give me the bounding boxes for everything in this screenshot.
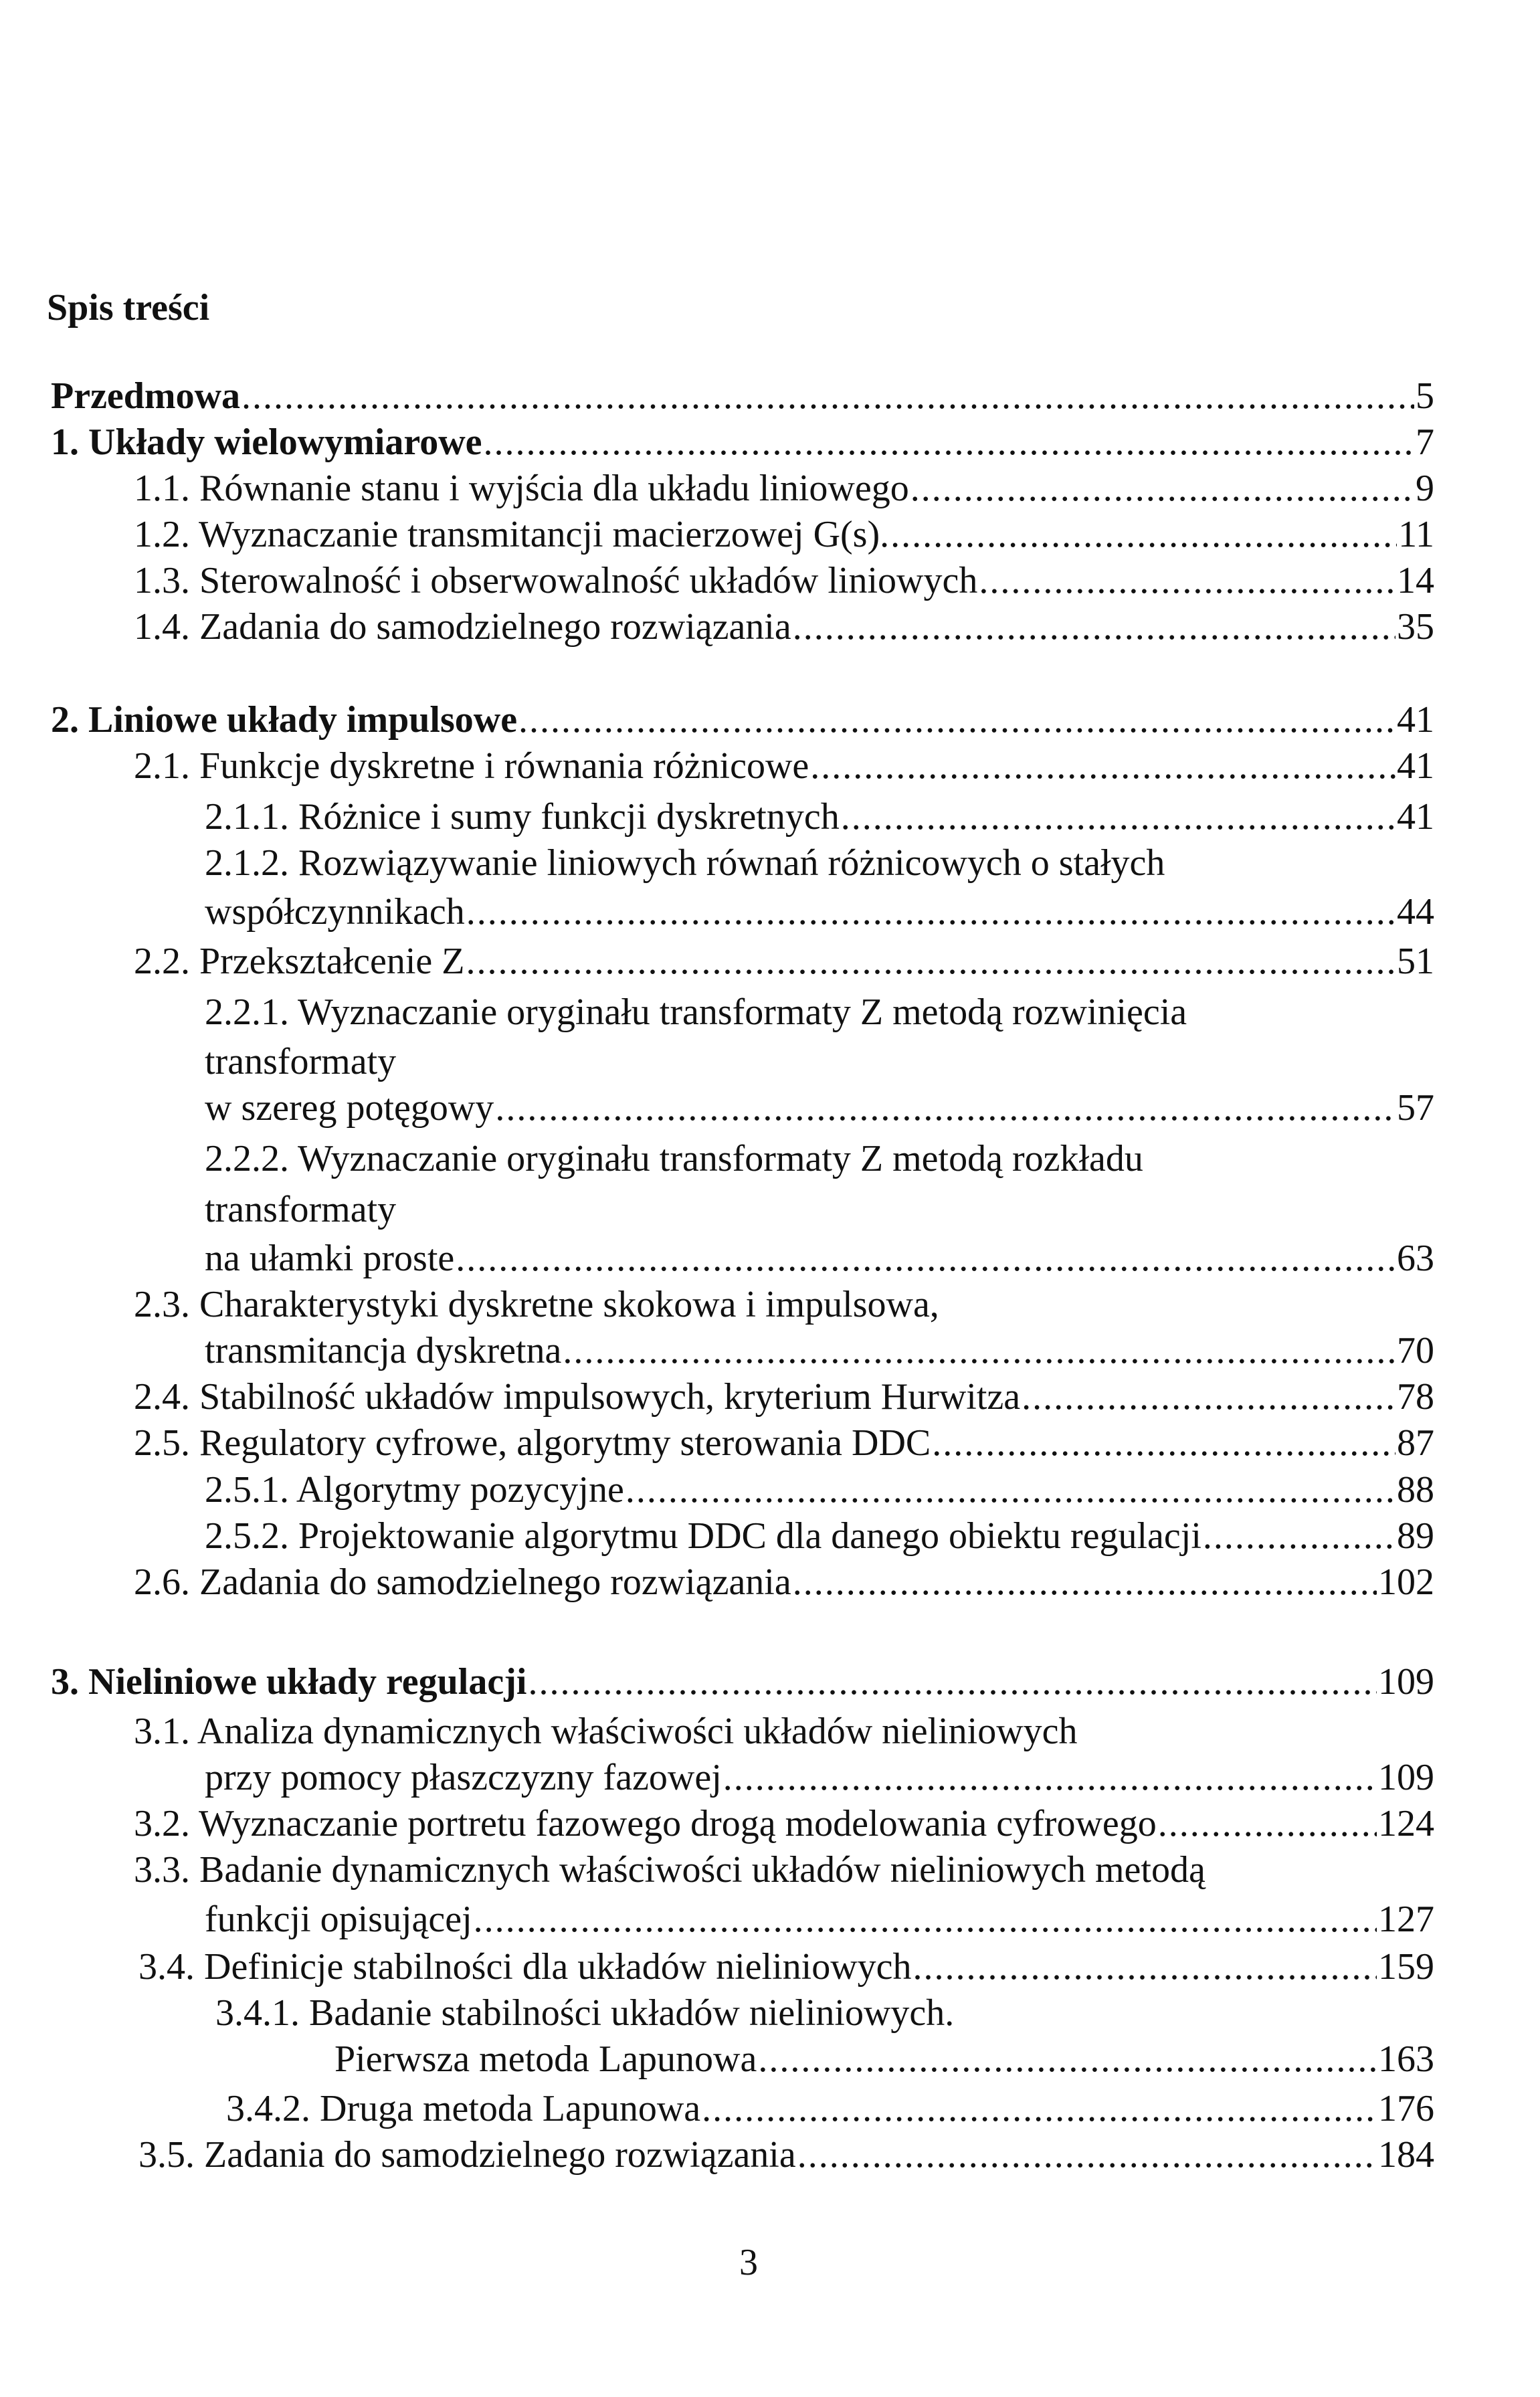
leader-dots [890, 511, 1397, 558]
toc-entry [205, 1235, 1434, 1282]
toc-entry-page: 70 [1397, 1330, 1434, 1371]
toc-entry-line [205, 840, 1165, 886]
toc-entry-line [134, 1281, 939, 1328]
leader-dots [466, 888, 1395, 935]
toc-entry [134, 1559, 1434, 1606]
toc-entry-title: przy pomocy płaszczyzny fazowej [205, 1757, 722, 1798]
toc-entry [138, 2131, 1434, 2178]
leader-dots [1022, 1373, 1395, 1420]
toc-entry-page: 51 [1397, 941, 1434, 982]
toc-entry [134, 1420, 1434, 1466]
toc-entry-title: 2.5. Regulatory cyfrowe, algorytmy sterowania DDC [134, 1422, 931, 1464]
toc-entry-title: 2.3. Charakterystyki dyskretne skokowa i impulsowa, [134, 1284, 939, 1325]
toc-title: Spis treści [47, 287, 210, 328]
toc-entry-page: 41 [1397, 796, 1434, 838]
toc-entry [205, 1327, 1434, 1374]
toc-entry [205, 1084, 1434, 1131]
toc-entry-title: 2.5.1. Algorytmy pozycyjne [205, 1469, 624, 1511]
toc-entry-page: 78 [1397, 1376, 1434, 1418]
toc-entry [134, 465, 1434, 512]
toc-entry-title: 1. Układy wielowymiarowe [51, 421, 482, 463]
toc-entry-page: 102 [1378, 1561, 1434, 1603]
toc-entry [205, 1896, 1434, 1943]
toc-entry-title: Pierwsza metoda Lapunowa [334, 2038, 757, 2080]
leader-dots [495, 1084, 1395, 1131]
toc-entry-page: 124 [1378, 1803, 1434, 1844]
leader-dots [913, 1943, 1377, 1990]
leader-dots [793, 603, 1395, 650]
toc-entry [134, 743, 1434, 789]
toc-entry [51, 696, 1434, 743]
toc-entry-title: 2.6. Zadania do samodzielnego rozwiązania [134, 1561, 791, 1603]
toc-entry-page: 44 [1397, 891, 1434, 933]
toc-entry [134, 938, 1434, 985]
leader-dots [474, 1896, 1377, 1943]
toc-entry-page: 63 [1397, 1238, 1434, 1279]
toc-entry [205, 793, 1434, 840]
toc-entry-page: 87 [1397, 1422, 1434, 1464]
toc-entry-title: 3.3. Badanie dynamicznych właściwości układów nieliniowych metodą [134, 1849, 1206, 1891]
toc-entry-page: 159 [1378, 1946, 1434, 1988]
toc-entry [51, 1658, 1434, 1705]
toc-entry [134, 1373, 1434, 1420]
toc-entry-page: 127 [1378, 1899, 1434, 1940]
leader-dots [758, 2036, 1377, 2083]
toc-entry-page: 109 [1378, 1757, 1434, 1798]
toc-entry-page: 57 [1397, 1087, 1434, 1129]
toc-entry [138, 1943, 1434, 1990]
toc-entry [205, 1754, 1434, 1801]
toc-entry-title: 3.4.2. Druga metoda Lapunowa [226, 2088, 701, 2129]
leader-dots [702, 2085, 1377, 2132]
toc-entry-page: 41 [1397, 699, 1434, 741]
leader-dots [841, 793, 1395, 840]
leader-dots [563, 1327, 1395, 1374]
leader-dots [979, 557, 1395, 604]
toc-entry-page: 11 [1398, 514, 1434, 555]
toc-entry-page: 7 [1416, 421, 1434, 463]
toc-entry [134, 511, 1434, 558]
toc-entry-line [134, 1846, 1206, 1893]
toc-entry-title: transmitancja dyskretna [205, 1330, 562, 1371]
toc-entry-page: 88 [1397, 1469, 1434, 1511]
toc-entry [134, 1800, 1434, 1847]
toc-entry-title: 3.4.1. Badanie stabilności układów nieliniowych. [215, 1992, 955, 2034]
toc-entry-page: 184 [1378, 2134, 1434, 2176]
leader-dots [810, 743, 1395, 789]
toc-entry [205, 1513, 1434, 1559]
toc-entry [205, 888, 1434, 935]
toc-entry-line [134, 1708, 1078, 1755]
toc-entry-title: 3. Nieliniowe układy regulacji [51, 1661, 527, 1703]
toc-entry [51, 373, 1434, 419]
toc-entry-page: 35 [1397, 606, 1434, 648]
toc-entry-line [205, 989, 1187, 1036]
leader-dots [1203, 1513, 1395, 1559]
leader-dots [932, 1420, 1395, 1466]
toc-entry-title: 2.2.1. Wyznaczanie oryginału transformaty Z metodą rozwinięcia [205, 991, 1187, 1033]
leader-dots [528, 1658, 1377, 1705]
toc-entry-title: 1.1. Równanie stanu i wyjścia dla układu liniowego [134, 468, 909, 509]
leader-dots [1158, 1800, 1377, 1847]
toc-entry-title: 2.1.2. Rozwiązywanie liniowych równań różnicowych o stałych [205, 842, 1165, 884]
toc-entry-title: współczynnikach [205, 891, 465, 933]
toc-entry-line [205, 1186, 396, 1233]
toc-entry-title: 3.2. Wyznaczanie portretu fazowego drogą modelowania cyfrowego [134, 1803, 1157, 1844]
leader-dots [518, 696, 1395, 743]
toc-entry-title: transformaty [205, 1189, 397, 1230]
toc-entry-page: 176 [1378, 2088, 1434, 2129]
toc-entry-line [205, 1135, 1143, 1182]
toc-entry-title: 1.4. Zadania do samodzielnego rozwiązania [134, 606, 791, 648]
toc-entry-title: 3.5. Zadania do samodzielnego rozwiązania [138, 2134, 796, 2176]
toc-entry-page: 5 [1416, 375, 1434, 417]
toc-entry-page: 41 [1397, 745, 1434, 787]
leader-dots [242, 373, 1414, 419]
toc-entry-title: 2. Liniowe układy impulsowe [51, 699, 518, 741]
toc-entry [205, 1466, 1434, 1513]
leader-dots [484, 419, 1415, 466]
toc-entry-title: w szereg potęgowy [205, 1087, 494, 1129]
leader-dots [466, 938, 1395, 985]
toc-entry-title: Przedmowa [51, 375, 241, 417]
toc-entry-title: transformaty [205, 1041, 397, 1082]
toc-entry-page: 89 [1397, 1515, 1434, 1557]
toc-entry-title: 3.4. Definicje stabilności dla układów nieliniowych [138, 1946, 912, 1988]
toc-entry-title: na ułamki proste [205, 1238, 455, 1279]
leader-dots [793, 1559, 1377, 1606]
toc-entry-line [215, 1990, 954, 2036]
toc-entry-page: 9 [1416, 468, 1434, 509]
toc-entry-title: 2.4. Stabilność układów impulsowych, kryterium Hurwitza [134, 1376, 1021, 1418]
toc-entry-page: 163 [1378, 2038, 1434, 2080]
toc-entry-title: 2.1. Funkcje dyskretne i równania różnicowe [134, 745, 809, 787]
toc-entry-line [205, 1038, 396, 1085]
leader-dots [625, 1466, 1395, 1513]
toc-entry-page: 14 [1397, 560, 1434, 601]
toc-entry-title: 1.3. Sterowalność i obserwowalność układów liniowych [134, 560, 978, 601]
leader-dots [456, 1235, 1395, 1282]
toc-entry-page: 109 [1378, 1661, 1434, 1703]
toc-entry [334, 2036, 1434, 2083]
toc-entry [226, 2085, 1434, 2132]
leader-dots [910, 465, 1414, 512]
toc-entry [134, 603, 1434, 650]
toc-entry-title: 2.2.2. Wyznaczanie oryginału transformaty Z metodą rozkładu [205, 1138, 1143, 1179]
toc-entry-title: 2.5.2. Projektowanie algorytmu DDC dla danego obiektu regulacji [205, 1515, 1201, 1557]
toc-entry-title: 2.1.1. Różnice i sumy funkcji dyskretnych [205, 796, 840, 838]
toc-entry-title: funkcji opisującej [205, 1899, 472, 1940]
toc-entry [51, 419, 1434, 466]
toc-entry [134, 557, 1434, 604]
leader-dots [797, 2131, 1377, 2178]
page-number: 3 [739, 2242, 758, 2283]
toc-entry-title: 2.2. Przekształcenie Z [134, 941, 465, 982]
toc-entry-title: 3.1. Analiza dynamicznych właściwości układów nieliniowych [134, 1711, 1078, 1752]
toc-entry-title: 1.2. Wyznaczanie transmitancji macierzowej G(s). [134, 514, 890, 555]
leader-dots [723, 1754, 1377, 1801]
